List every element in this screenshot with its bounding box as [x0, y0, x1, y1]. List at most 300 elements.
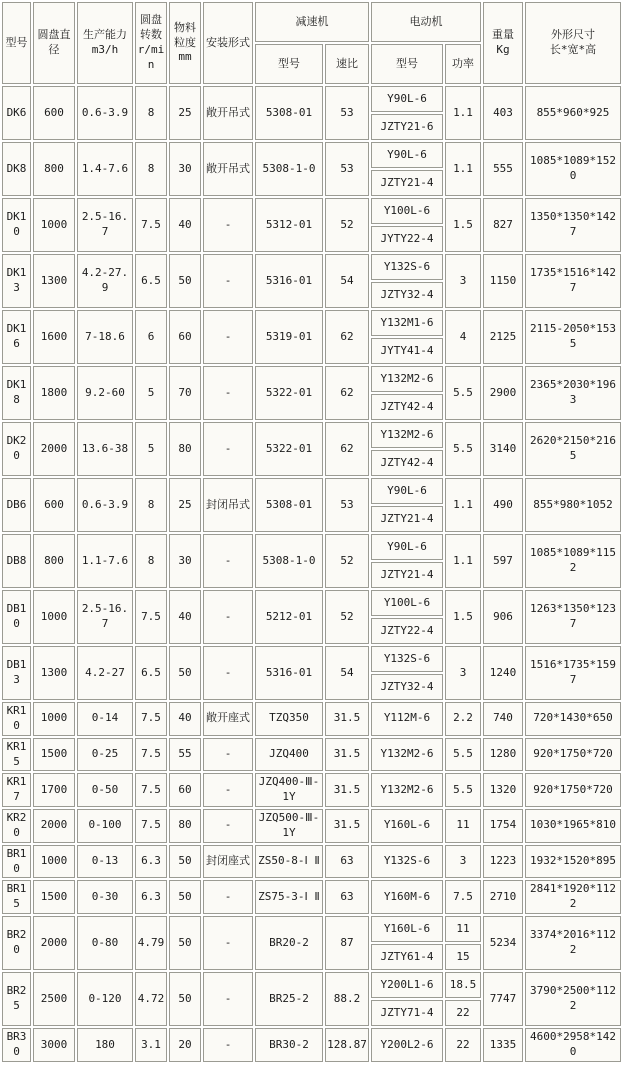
- cell-particle: 50: [169, 972, 201, 1026]
- cell-motor-power: 18.5: [445, 972, 481, 998]
- cell-reducer-model: 5308-01: [255, 86, 323, 140]
- header-unit: mm: [178, 50, 192, 64]
- cell-install: 敞开座式: [203, 702, 253, 736]
- cell-capacity: 7-18.6: [77, 310, 133, 364]
- cell-motor-power: 4: [445, 310, 481, 364]
- cell-motor-power: 5.5: [445, 738, 481, 772]
- cell-reducer-model: JZQ400-Ⅲ-1Y: [255, 773, 323, 807]
- table-row: [2, 478, 621, 504]
- cell-model: KR20: [2, 809, 31, 843]
- cell-motor-power: 3: [445, 254, 481, 308]
- cell-install: -: [203, 773, 253, 807]
- cell-dims: 920*1750*720: [525, 773, 621, 807]
- table-row: [2, 646, 621, 672]
- cell-weight: 906: [483, 590, 523, 644]
- cell-motor-model: Y160L-6: [371, 809, 443, 843]
- cell-motor-model: JZTY21-4: [371, 506, 443, 532]
- cell-motor-power: 22: [445, 1000, 481, 1026]
- cell-motor-power: 3: [445, 646, 481, 700]
- col-group-motor: 电动机: [371, 2, 481, 42]
- cell-diameter: 800: [33, 534, 75, 588]
- cell-motor-model: Y132M1-6: [371, 310, 443, 336]
- header-unit: m3/h: [91, 43, 119, 56]
- header-label: 生产能力: [83, 28, 127, 42]
- cell-speed: 8: [135, 478, 167, 532]
- cell-reducer-ratio: 53: [325, 86, 369, 140]
- table-row: [2, 738, 621, 772]
- cell-install: -: [203, 422, 253, 476]
- cell-particle: 50: [169, 845, 201, 879]
- cell-diameter: 2000: [33, 422, 75, 476]
- cell-install: 封闭吊式: [203, 478, 253, 532]
- cell-reducer-ratio: 53: [325, 478, 369, 532]
- cell-install: -: [203, 880, 253, 914]
- cell-motor-model: JZTY21-4: [371, 562, 443, 588]
- cell-motor-model: JZTY22-4: [371, 618, 443, 644]
- cell-motor-model: Y132M2-6: [371, 773, 443, 807]
- cell-motor-power: 1.5: [445, 198, 481, 252]
- cell-model: DB6: [2, 478, 31, 532]
- cell-model: DB8: [2, 534, 31, 588]
- cell-speed: 6.3: [135, 880, 167, 914]
- cell-motor-power: 1.1: [445, 534, 481, 588]
- cell-reducer-ratio: 54: [325, 254, 369, 308]
- cell-model: BR15: [2, 880, 31, 914]
- cell-model: KR17: [2, 773, 31, 807]
- col-header-motor-power: 功率: [445, 44, 481, 84]
- cell-reducer-model: JZQ400: [255, 738, 323, 772]
- col-header-install: 安装形式: [203, 2, 253, 84]
- cell-motor-model: JZTY42-4: [371, 394, 443, 420]
- cell-speed: 6: [135, 310, 167, 364]
- cell-diameter: 1800: [33, 366, 75, 420]
- cell-reducer-model: 5316-01: [255, 254, 323, 308]
- cell-motor-model: Y100L-6: [371, 590, 443, 616]
- table-body: [2, 86, 621, 1062]
- cell-motor-model: JZTY32-4: [371, 674, 443, 700]
- cell-speed: 8: [135, 534, 167, 588]
- cell-motor-model: Y132S-6: [371, 254, 443, 280]
- col-group-reducer: 减速机: [255, 2, 369, 42]
- cell-motor-model: JZTY71-4: [371, 1000, 443, 1026]
- col-header-motor-model: 型号: [371, 44, 443, 84]
- cell-speed: 7.5: [135, 738, 167, 772]
- header-unit: 长*宽*高: [549, 43, 597, 56]
- cell-motor-model: JZTY42-4: [371, 450, 443, 476]
- cell-particle: 80: [169, 809, 201, 843]
- table-row: [2, 880, 621, 914]
- cell-weight: 403: [483, 86, 523, 140]
- cell-speed: 7.5: [135, 590, 167, 644]
- table-row: [2, 142, 621, 168]
- cell-speed: 7.5: [135, 773, 167, 807]
- table-row: [2, 310, 621, 336]
- cell-install: -: [203, 916, 253, 970]
- cell-motor-model: Y90L-6: [371, 142, 443, 168]
- table-row: [2, 86, 621, 112]
- cell-motor-model: Y132M2-6: [371, 366, 443, 392]
- cell-reducer-ratio: 31.5: [325, 773, 369, 807]
- cell-reducer-model: 5308-1-0: [255, 534, 323, 588]
- cell-motor-power: 5.5: [445, 773, 481, 807]
- cell-capacity: 1.1-7.6: [77, 534, 133, 588]
- cell-reducer-model: 5308-01: [255, 478, 323, 532]
- cell-speed: 6.5: [135, 646, 167, 700]
- cell-reducer-model: BR30-2: [255, 1028, 323, 1062]
- cell-particle: 50: [169, 254, 201, 308]
- cell-capacity: 9.2-60: [77, 366, 133, 420]
- col-header-weight: [483, 2, 523, 84]
- cell-dims: 1263*1350*1237: [525, 590, 621, 644]
- cell-motor-power: 5.5: [445, 422, 481, 476]
- table-row: [2, 809, 621, 843]
- cell-motor-model: Y90L-6: [371, 86, 443, 112]
- cell-install: -: [203, 809, 253, 843]
- cell-diameter: 1000: [33, 590, 75, 644]
- header-unit: r/min: [137, 43, 165, 71]
- table-row: [2, 254, 621, 280]
- cell-model: DB13: [2, 646, 31, 700]
- cell-weight: 1335: [483, 1028, 523, 1062]
- cell-diameter: 3000: [33, 1028, 75, 1062]
- cell-capacity: 0-25: [77, 738, 133, 772]
- cell-reducer-ratio: 31.5: [325, 702, 369, 736]
- cell-install: -: [203, 198, 253, 252]
- cell-model: DK16: [2, 310, 31, 364]
- cell-diameter: 1000: [33, 198, 75, 252]
- cell-motor-power: 1.1: [445, 478, 481, 532]
- cell-motor-model: JZTY21-6: [371, 114, 443, 140]
- cell-reducer-ratio: 62: [325, 422, 369, 476]
- cell-reducer-ratio: 62: [325, 366, 369, 420]
- cell-motor-model: Y132M2-6: [371, 422, 443, 448]
- cell-dims: 2115-2050*1535: [525, 310, 621, 364]
- table-row: [2, 702, 621, 736]
- cell-weight: 1223: [483, 845, 523, 879]
- cell-speed: 6.5: [135, 254, 167, 308]
- col-header-reducer-ratio: 速比: [325, 44, 369, 84]
- cell-model: DK13: [2, 254, 31, 308]
- header-label: 物料粒度: [174, 20, 196, 49]
- cell-capacity: 0-50: [77, 773, 133, 807]
- table-row: [2, 422, 621, 448]
- cell-weight: 490: [483, 478, 523, 532]
- cell-dims: 1932*1520*895: [525, 845, 621, 879]
- cell-reducer-ratio: 54: [325, 646, 369, 700]
- cell-reducer-ratio: 128.87: [325, 1028, 369, 1062]
- table-row: [2, 916, 621, 942]
- header-label: 外形尺寸: [551, 28, 595, 42]
- cell-reducer-ratio: 88.2: [325, 972, 369, 1026]
- cell-reducer-model: 5308-1-0: [255, 142, 323, 196]
- cell-motor-model: Y90L-6: [371, 478, 443, 504]
- cell-particle: 50: [169, 646, 201, 700]
- cell-install: -: [203, 310, 253, 364]
- cell-dims: 920*1750*720: [525, 738, 621, 772]
- cell-model: KR10: [2, 702, 31, 736]
- cell-particle: 40: [169, 590, 201, 644]
- cell-motor-model: JYTY22-4: [371, 226, 443, 252]
- cell-motor-power: 3: [445, 845, 481, 879]
- cell-model: BR20: [2, 916, 31, 970]
- table-row: [2, 198, 621, 224]
- header-unit: Kg: [496, 43, 510, 56]
- cell-capacity: 2.5-16.7: [77, 198, 133, 252]
- cell-reducer-ratio: 53: [325, 142, 369, 196]
- cell-install: 封闭座式: [203, 845, 253, 879]
- cell-capacity: 0-30: [77, 880, 133, 914]
- cell-diameter: 2500: [33, 972, 75, 1026]
- cell-speed: 5: [135, 422, 167, 476]
- cell-motor-power: 1.1: [445, 142, 481, 196]
- cell-reducer-model: BR20-2: [255, 916, 323, 970]
- cell-weight: 7747: [483, 972, 523, 1026]
- cell-dims: 1030*1965*810: [525, 809, 621, 843]
- cell-reducer-model: ZS75-3-Ⅰ Ⅱ: [255, 880, 323, 914]
- cell-diameter: 600: [33, 86, 75, 140]
- cell-diameter: 1300: [33, 646, 75, 700]
- cell-reducer-ratio: 52: [325, 198, 369, 252]
- cell-diameter: 1500: [33, 738, 75, 772]
- table-header: [2, 2, 621, 84]
- cell-motor-model: Y132M2-6: [371, 738, 443, 772]
- cell-particle: 40: [169, 198, 201, 252]
- cell-particle: 50: [169, 880, 201, 914]
- cell-speed: 6.3: [135, 845, 167, 879]
- cell-particle: 55: [169, 738, 201, 772]
- cell-reducer-ratio: 31.5: [325, 809, 369, 843]
- cell-particle: 30: [169, 534, 201, 588]
- cell-reducer-ratio: 87: [325, 916, 369, 970]
- cell-diameter: 1300: [33, 254, 75, 308]
- col-header-capacity: [77, 2, 133, 84]
- cell-reducer-ratio: 63: [325, 880, 369, 914]
- cell-weight: 5234: [483, 916, 523, 970]
- cell-install: 敞开吊式: [203, 86, 253, 140]
- cell-motor-model: Y90L-6: [371, 534, 443, 560]
- cell-dims: 1350*1350*1427: [525, 198, 621, 252]
- cell-motor-model: Y100L-6: [371, 198, 443, 224]
- cell-weight: 597: [483, 534, 523, 588]
- cell-diameter: 1700: [33, 773, 75, 807]
- cell-motor-power: 5.5: [445, 366, 481, 420]
- cell-speed: 8: [135, 142, 167, 196]
- cell-model: DK6: [2, 86, 31, 140]
- cell-reducer-model: JZQ500-Ⅲ-1Y: [255, 809, 323, 843]
- cell-model: DB10: [2, 590, 31, 644]
- cell-particle: 40: [169, 702, 201, 736]
- cell-capacity: 0-100: [77, 809, 133, 843]
- cell-capacity: 2.5-16.7: [77, 590, 133, 644]
- cell-install: -: [203, 1028, 253, 1062]
- cell-particle: 25: [169, 86, 201, 140]
- cell-motor-model: Y160M-6: [371, 880, 443, 914]
- col-header-diameter: 圆盘直径: [33, 2, 75, 84]
- table-row: [2, 773, 621, 807]
- cell-speed: 8: [135, 86, 167, 140]
- cell-model: DK20: [2, 422, 31, 476]
- cell-motor-model: Y112M-6: [371, 702, 443, 736]
- cell-particle: 25: [169, 478, 201, 532]
- cell-capacity: 0-80: [77, 916, 133, 970]
- cell-capacity: 0.6-3.9: [77, 86, 133, 140]
- cell-dims: 2620*2150*2165: [525, 422, 621, 476]
- col-header-dims: [525, 2, 621, 84]
- cell-reducer-model: 5312-01: [255, 198, 323, 252]
- cell-motor-model: JZTY32-4: [371, 282, 443, 308]
- cell-reducer-ratio: 62: [325, 310, 369, 364]
- cell-motor-power: 7.5: [445, 880, 481, 914]
- cell-motor-power: 2.2: [445, 702, 481, 736]
- cell-capacity: 180: [77, 1028, 133, 1062]
- cell-capacity: 13.6-38: [77, 422, 133, 476]
- header-label: 重量: [492, 28, 514, 42]
- cell-reducer-model: BR25-2: [255, 972, 323, 1026]
- cell-weight: 1280: [483, 738, 523, 772]
- cell-dims: 2365*2030*1963: [525, 366, 621, 420]
- cell-diameter: 2000: [33, 916, 75, 970]
- cell-speed: 7.5: [135, 702, 167, 736]
- cell-weight: 1150: [483, 254, 523, 308]
- cell-install: -: [203, 972, 253, 1026]
- cell-weight: 1754: [483, 809, 523, 843]
- cell-reducer-ratio: 52: [325, 590, 369, 644]
- table-row: [2, 590, 621, 616]
- cell-install: -: [203, 366, 253, 420]
- cell-diameter: 600: [33, 478, 75, 532]
- cell-motor-power: 15: [445, 944, 481, 970]
- cell-diameter: 1600: [33, 310, 75, 364]
- table-row: [2, 972, 621, 998]
- cell-weight: 2900: [483, 366, 523, 420]
- cell-particle: 60: [169, 310, 201, 364]
- cell-model: BR30: [2, 1028, 31, 1062]
- cell-reducer-ratio: 63: [325, 845, 369, 879]
- cell-motor-model: Y200L2-6: [371, 1028, 443, 1062]
- cell-weight: 1240: [483, 646, 523, 700]
- cell-install: -: [203, 254, 253, 308]
- cell-speed: 4.79: [135, 916, 167, 970]
- cell-diameter: 1000: [33, 845, 75, 879]
- cell-dims: 720*1430*650: [525, 702, 621, 736]
- cell-motor-model: JZTY61-4: [371, 944, 443, 970]
- cell-particle: 70: [169, 366, 201, 420]
- cell-reducer-model: 5212-01: [255, 590, 323, 644]
- col-header-reducer-model: 型号: [255, 44, 323, 84]
- cell-dims: 1516*1735*1597: [525, 646, 621, 700]
- cell-model: DK18: [2, 366, 31, 420]
- cell-speed: 7.5: [135, 809, 167, 843]
- cell-capacity: 4.2-27.9: [77, 254, 133, 308]
- cell-dims: 855*980*1052: [525, 478, 621, 532]
- cell-particle: 50: [169, 916, 201, 970]
- cell-weight: 2710: [483, 880, 523, 914]
- cell-dims: 4600*2958*1420: [525, 1028, 621, 1062]
- cell-motor-model: Y132S-6: [371, 845, 443, 879]
- cell-capacity: 0-14: [77, 702, 133, 736]
- cell-speed: 3.1: [135, 1028, 167, 1062]
- cell-dims: 1085*1089*1152: [525, 534, 621, 588]
- cell-motor-power: 11: [445, 916, 481, 942]
- cell-speed: 4.72: [135, 972, 167, 1026]
- table-row: [2, 366, 621, 392]
- cell-motor-model: JZTY21-4: [371, 170, 443, 196]
- cell-motor-model: Y132S-6: [371, 646, 443, 672]
- cell-reducer-model: 5316-01: [255, 646, 323, 700]
- cell-weight: 2125: [483, 310, 523, 364]
- cell-dims: 1735*1516*1427: [525, 254, 621, 308]
- cell-capacity: 4.2-27: [77, 646, 133, 700]
- table-row: [2, 534, 621, 560]
- cell-motor-model: JYTY41-4: [371, 338, 443, 364]
- cell-speed: 5: [135, 366, 167, 420]
- cell-reducer-model: TZQ350: [255, 702, 323, 736]
- cell-capacity: 0.6-3.9: [77, 478, 133, 532]
- cell-dims: 855*960*925: [525, 86, 621, 140]
- cell-particle: 20: [169, 1028, 201, 1062]
- cell-install: -: [203, 590, 253, 644]
- cell-motor-power: 11: [445, 809, 481, 843]
- cell-reducer-ratio: 52: [325, 534, 369, 588]
- cell-reducer-model: 5322-01: [255, 422, 323, 476]
- cell-capacity: 0-13: [77, 845, 133, 879]
- cell-dims: 1085*1089*1520: [525, 142, 621, 196]
- col-header-model: 型号: [2, 2, 31, 84]
- cell-diameter: 800: [33, 142, 75, 196]
- cell-install: 敞开吊式: [203, 142, 253, 196]
- cell-motor-power: 1.5: [445, 590, 481, 644]
- col-header-speed: [135, 2, 167, 84]
- cell-motor-power: 22: [445, 1028, 481, 1062]
- cell-diameter: 1500: [33, 880, 75, 914]
- cell-motor-power: 1.1: [445, 86, 481, 140]
- cell-install: -: [203, 534, 253, 588]
- cell-capacity: 1.4-7.6: [77, 142, 133, 196]
- cell-motor-model: Y160L-6: [371, 916, 443, 942]
- cell-weight: 1320: [483, 773, 523, 807]
- cell-particle: 80: [169, 422, 201, 476]
- cell-weight: 3140: [483, 422, 523, 476]
- cell-weight: 555: [483, 142, 523, 196]
- cell-capacity: 0-120: [77, 972, 133, 1026]
- cell-reducer-model: 5319-01: [255, 310, 323, 364]
- cell-dims: 3790*2500*1122: [525, 972, 621, 1026]
- table-row: [2, 845, 621, 879]
- cell-reducer-ratio: 31.5: [325, 738, 369, 772]
- cell-model: DK8: [2, 142, 31, 196]
- cell-reducer-model: ZS50-8-Ⅰ Ⅱ: [255, 845, 323, 879]
- cell-model: BR25: [2, 972, 31, 1026]
- cell-diameter: 2000: [33, 809, 75, 843]
- cell-particle: 60: [169, 773, 201, 807]
- cell-reducer-model: 5322-01: [255, 366, 323, 420]
- cell-diameter: 1000: [33, 702, 75, 736]
- cell-model: KR15: [2, 738, 31, 772]
- cell-particle: 30: [169, 142, 201, 196]
- cell-weight: 740: [483, 702, 523, 736]
- header-label: 圆盘转数: [140, 13, 162, 42]
- cell-dims: 2841*1920*1122: [525, 880, 621, 914]
- cell-motor-model: Y200L1-6: [371, 972, 443, 998]
- cell-model: DK10: [2, 198, 31, 252]
- col-header-particle: [169, 2, 201, 84]
- cell-speed: 7.5: [135, 198, 167, 252]
- cell-dims: 3374*2016*1122: [525, 916, 621, 970]
- table-row: [2, 1028, 621, 1062]
- cell-install: -: [203, 738, 253, 772]
- cell-model: BR10: [2, 845, 31, 879]
- cell-weight: 827: [483, 198, 523, 252]
